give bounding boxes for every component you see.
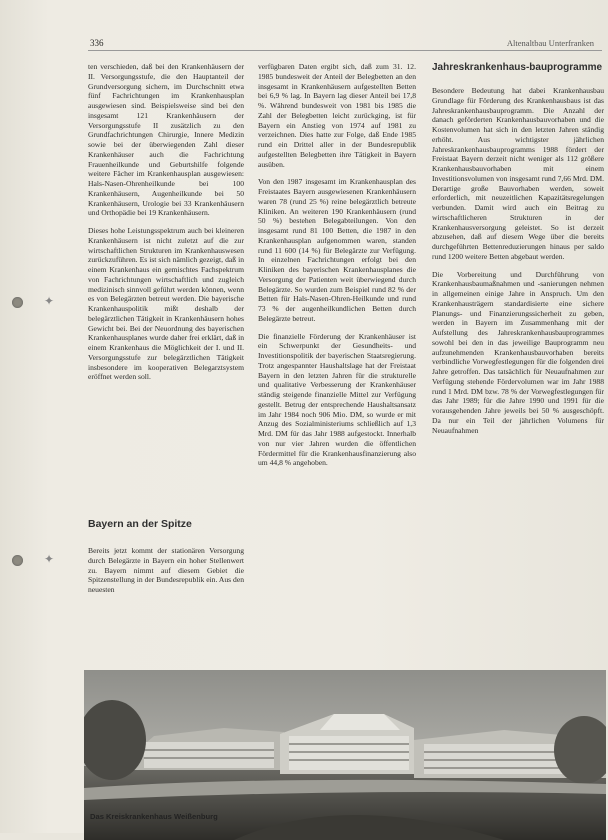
paragraph: verfügbaren Daten ergibt sich, daß zum 31. 12. 1985 bundesweit der Anteil der Belegbetten an den insgesamt in Krankenhäusern aufgestellten Betten bei 6,9 % lag. In Bayern lag dieser Anteil bei 17,8 %. Während bundesweit von 1981 bis 1985 die Zahl der Belegbetten leicht zurückging, ist für Bayern ein Anstieg von 1974 auf 1981 zu verzeichnen. Dies hatte zur Folge, daß Ende 1985 rund ein Drittel aller in der Bundesrepublik aufgestellten Belegbetten ihre Tätigkeit in Bayern ausüben. xyxy=(258,62,416,169)
paragraph: Besondere Bedeutung hat dabei Krankenhausbau Grundlage für Förderung des Krankenhausbaus ist das Jahreskrankenhausbauprogramm. Die Anzahl der danach geförderten Krankenhausbauvorhaben und die Kostenvolumen hat sich in den letzten Jahren ständig erhöht. Aus wichtigster jährlichen Jahreskrankenhausbauprogramms 1988 fördert der Freistaat Bayern derzeit nicht weniger als 112 größere Krankenhausbauvorhaben mit einem Investitionsvolumen von insgesamt rund 7,66 Mrd. DM. Derartige große Bauvorhaben werden, soweit erforderlich, mit neuzeitlichen Kapazitätsregelungen verbunden. Damit wird auch ein Beitrag zu wirtschaftlicheren Strukturen in der Krankenhausversorgung geleistet. So ist derzeit abzusehen, daß auf diesem Wege über die bereits durchgeführten Bettenreduzierungen hinaus per saldo rund 1200 weitere Betten abgebaut werden. xyxy=(432,86,604,261)
text-column-left xyxy=(88,62,244,390)
text-column-left-lower xyxy=(88,546,244,603)
text-column-middle xyxy=(258,62,416,476)
text-column-right xyxy=(432,62,604,443)
header-rule xyxy=(88,50,602,51)
photo-caption: Das Kreiskrankenhaus Weißenburg xyxy=(90,812,218,821)
binder-clip-icon: ✦ xyxy=(44,294,55,308)
punch-hole-icon xyxy=(12,297,23,308)
binder-clip-icon: ✦ xyxy=(44,552,55,566)
section-heading: Bayern an der Spitze xyxy=(88,518,192,530)
punch-hole-icon xyxy=(12,555,23,566)
page-number: 336 xyxy=(90,38,104,48)
paragraph: ten verschieden, daß bei den Krankenhäusern der II. Versorgungsstufe, die den Hauptanteil der Grundversorgung sichern, im Durchschnitt etwa fünf Fachrichtungen im Krankenhausplan ausgewiesen sind. Beispielsweise sind bei den insgesamt 121 Krankenhäusern der Versorgungsstufe II zusätzlich zu den Grundfachrichtungen Chirurgie, Innere Medizin sowie bei der überwiegenden Zahl dieser Krankenhäuser auch die Fachrichtung Frauenheilkunde und Geburtshilfe folgende weitere Fächer im Krankenhausplan ausgewiesen: Hals-Nasen-Ohrenheilkunde bei 100 Krankenhäusern, Augenheilkunde bei 50 Krankenhäusern, Urologie bei 33 Krankenhäusern und Orthopädie bei 19 Krankenhäusern. xyxy=(88,62,244,218)
paragraph: Bereits jetzt kommt der stationären Versorgung durch Belegärzte in Bayern ein hoher Stellenwert zu. Bayern nimmt auf diesem Gebiet die Spitzenstellung in der Bundesrepublik ein. Aus den neuesten xyxy=(88,546,244,594)
section-heading: Jahreskrankenhaus-bauprogramme xyxy=(432,62,603,73)
running-header: Altenaltbau Unterfranken xyxy=(506,38,594,48)
paragraph: Die Vorbereitung und Durchführung von Krankenhausbaumaßnahmen und -sanierungen nehmen in allgemeinen einige Jahre in Anspruch. Um den Krankenhausträgern standardisierte eine sichere Planungs- und Finanzierungssicherheit zu geben, werden in Bayern im Zusammenhang mit der Aufstellung des Jahreskrankenhausbauprogrammes sowohl bei den in das jeweilige Bauprogramm neu aufzunehmenden Krankenhausbauvorhaben bereits verbindliche Vorwegfestlegungen für die folgenden drei Jahre getroffen. Das tatsächlich für Neuaufnahmen zur Verfügung stehende Fördervolumen war im Jahr 1988 rund 1 Mrd. DM bzw. 78 % der Vorwegfestlegungen für das Jahr 1989; für die Jahre 1990 und 1991 für die vorausgehenden Jahre jeweils bei 50 % ausgeschöpft. Da nur ein Teil der jährlichen Volumens für Neuaufnahmen xyxy=(432,269,604,435)
paragraph: Dieses hohe Leistungsspektrum auch bei kleineren Krankenhäusern ist nicht zuletzt auf die zur wirtschaftlichen Strukturen im Krankenhauswesen zurückzuführen. Es ist sich nämlich gezeigt, daß in einem Krankenhaus ein gemischtes Fachspektrum von Fachrichtungen wirtschaftlich und zugleich medizinisch sinnvoll geführt werden können, wenn es von Belegärzten betreut werden. Die bayerische Krankenhauspolitik mißt deshalb der belegärztlichen Tätigkeit in Krankenhäusern hohes Gewicht bei. Bei der Neuordnung des bayerischen Krankenhausplanes wurde daher frei erklärt, daß in einem Krankenhaus die Möglichkeit der I. und II. Versorgungsstufe zur belegärztlichen Tätigkeit insbesondere im kooperativen Belegarztsystem eröffnet werden soll. xyxy=(88,226,244,382)
paragraph: Von den 1987 insgesamt im Krankenhausplan des Freistaates Bayern ausgewiesenen Krankenhäusern waren 78 (rund 25 %) reine belegärztlich betreute Kliniken. An weiteren 190 Krankenhäusern (rund 50 %) bestehen Belegabteilungen. Von den insgesamt rund 81 100 Betten, die 1987 in den Krankenhausplan aufgenommen waren, standen rund 11 600 (14 %) für Belegärzte zur Verfügung. In einzelnen Fachrichtungen erfolgt bei den Kliniken des bayerischen Krankenhausplanes die Versorgung der Patienten weit überwiegend durch Belegärzte. So wurden zum Beispiel rund 82 % der Betten für Hals-Nasen-Ohren-Heilkunde und rund 73 % der augenheilkundlichen Betten durch Belegärzte betreut. xyxy=(258,177,416,323)
paragraph: Die finanzielle Förderung der Krankenhäuser ist ein Schwerpunkt der Gesundheits- und Investitionspolitik der bayerischen Staatsregierung. Trotz angespannter Haushaltslage hat der Freistaat Bayern in den letzten Jahren für die strukturelle und qualitative Verbesserung der Krankenhäuser ständig steigende finanzielle Mittel zur Verfügung gestellt. Betrug der entsprechende Haushaltsansatz im Jahr 1984 noch 906 Mio. DM, so wurde er mit Anzug des Sozialministeriums schließlich auf 1,3 Mrd. DM für das Jahr 1988 aufgestockt. Innerhalb von nur vier Jahren wurden die öffentlichen Fördermittel für die Krankenhausfinanzierung also um 44,8 % angehoben. xyxy=(258,331,416,468)
